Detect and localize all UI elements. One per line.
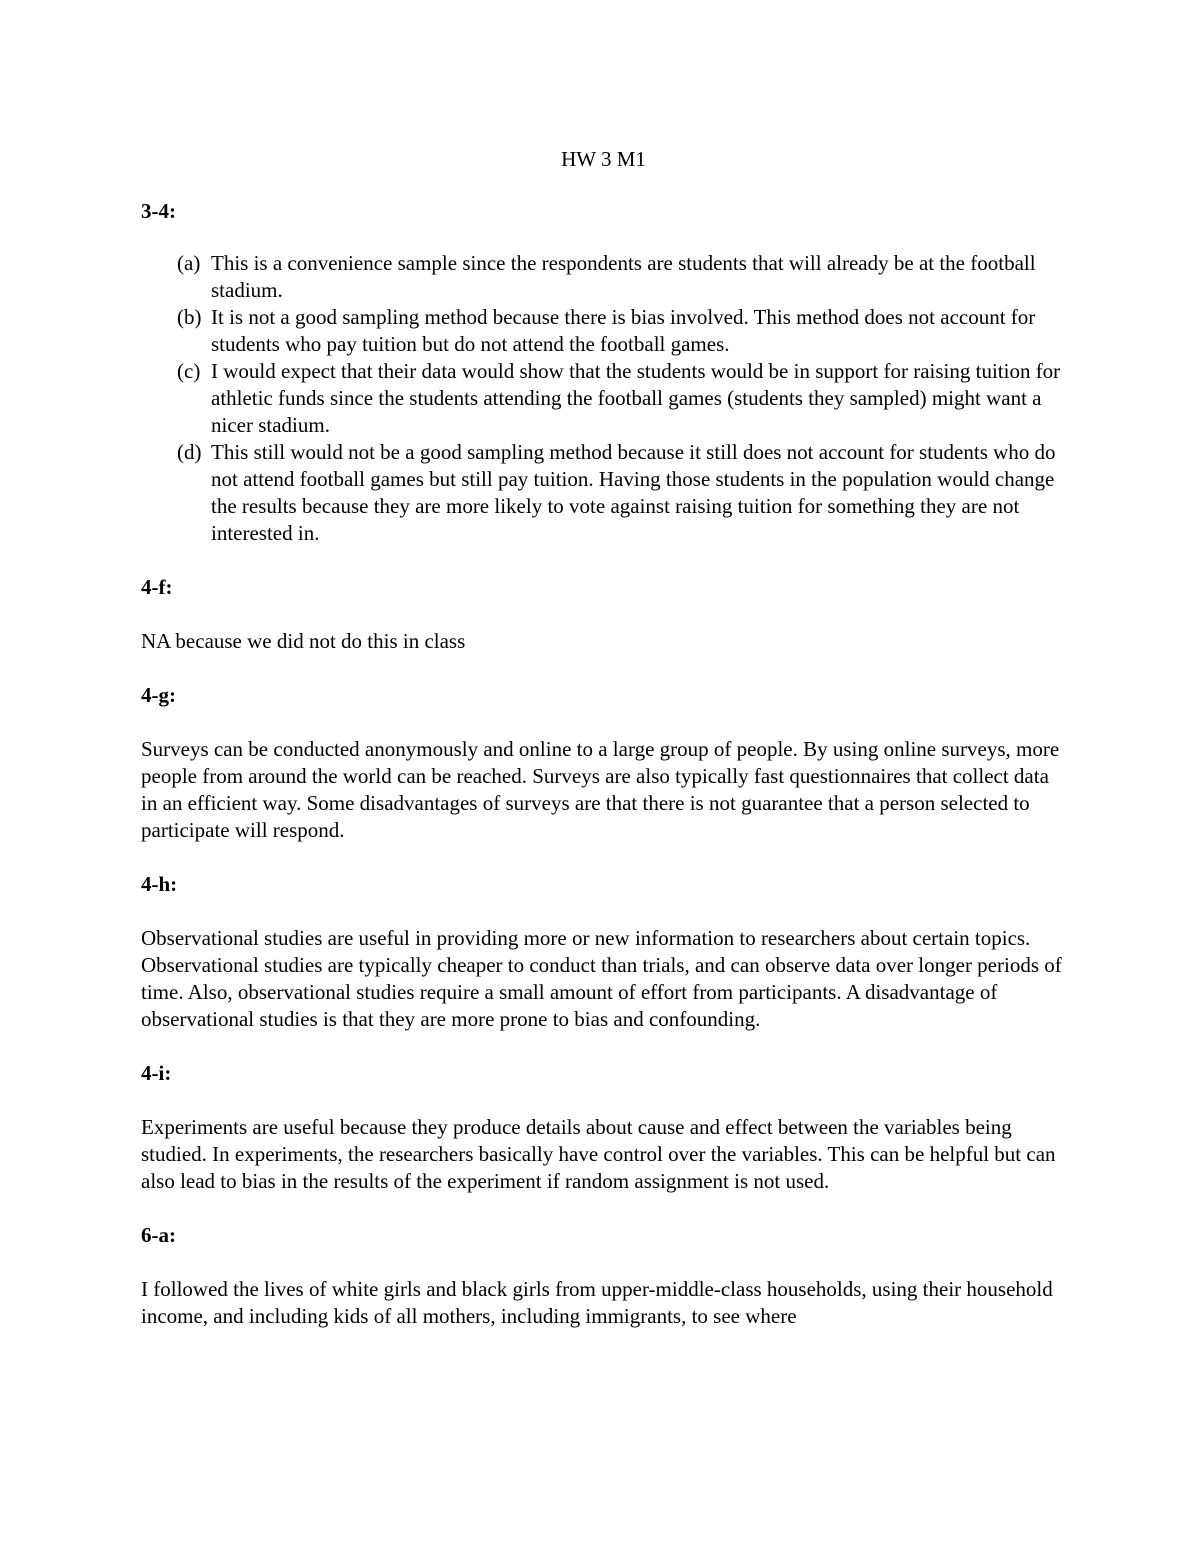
list-item-text: This is a convenience sample since the respondents are students that will already be at the football stadium. [211, 251, 1036, 302]
section-4-g [141, 682, 1066, 844]
list-item-text: This still would not be a good sampling method because it still does not account for students who do not attend football games but still pay tuition. Having those students in the population would change the results because they are more likely to vote against raising tuition for something they are not interested in. [211, 440, 1056, 545]
section-3-4 [141, 198, 1066, 547]
section-heading: 6-a: [141, 1223, 176, 1247]
list-item [141, 304, 1066, 358]
section-body: I followed the lives of white girls and black girls from upper-middle-class households, using their household income, and including kids of all mothers, including immigrants, to see where [141, 1277, 1053, 1328]
section-4-h [141, 871, 1066, 1033]
list-item-text: It is not a good sampling method because there is bias involved. This method does not account for students who pay tuition but do not attend the football games. [211, 305, 1036, 356]
section-body: Experiments are useful because they produce details about cause and effect between the variables being studied. In experiments, the researchers basically have control over the variables. This can be helpful but can also lead to bias in the results of the experiment if random assignment is not used. [141, 1115, 1056, 1193]
answer-list [141, 250, 1066, 547]
section-body: NA because we did not do this in class [141, 629, 466, 653]
list-item [141, 358, 1066, 439]
document-content [141, 146, 1066, 1330]
section-heading: 3-4: [141, 199, 176, 223]
list-item-text: I would expect that their data would show that the students would be in support for raising tuition for athletic funds since the students attending the football games (students they sampled) might want a nicer stadium. [211, 359, 1061, 437]
list-marker: (d) [177, 440, 202, 464]
list-item [141, 250, 1066, 304]
section-4-f [141, 574, 1066, 655]
section-body: Observational studies are useful in providing more or new information to researchers about certain topics. Observational studies are typically cheaper to conduct than trials, and can observe data over longer periods of time. Also, observational studies require a small amount of effort from participants. A disadvantage of observational studies is that they are more prone to bias and confounding. [141, 926, 1062, 1031]
section-heading: 4-g: [141, 683, 176, 707]
document-title: HW 3 M1 [561, 147, 646, 171]
section-heading: 4-h: [141, 872, 178, 896]
section-heading: 4-f: [141, 575, 173, 599]
section-4-i [141, 1060, 1066, 1195]
list-marker: (c) [177, 359, 201, 383]
section-heading: 4-i: [141, 1061, 172, 1085]
list-item [141, 439, 1066, 547]
section-6-a [141, 1222, 1066, 1330]
list-marker: (b) [177, 305, 202, 329]
section-body: Surveys can be conducted anonymously and online to a large group of people. By using online surveys, more people from around the world can be reached. Surveys are also typically fast questionnaires that collect data in an efficient way. Some disadvantages of surveys are that there is not guarantee that a person selected to participate will respond. [141, 737, 1060, 842]
list-marker: (a) [177, 251, 201, 275]
